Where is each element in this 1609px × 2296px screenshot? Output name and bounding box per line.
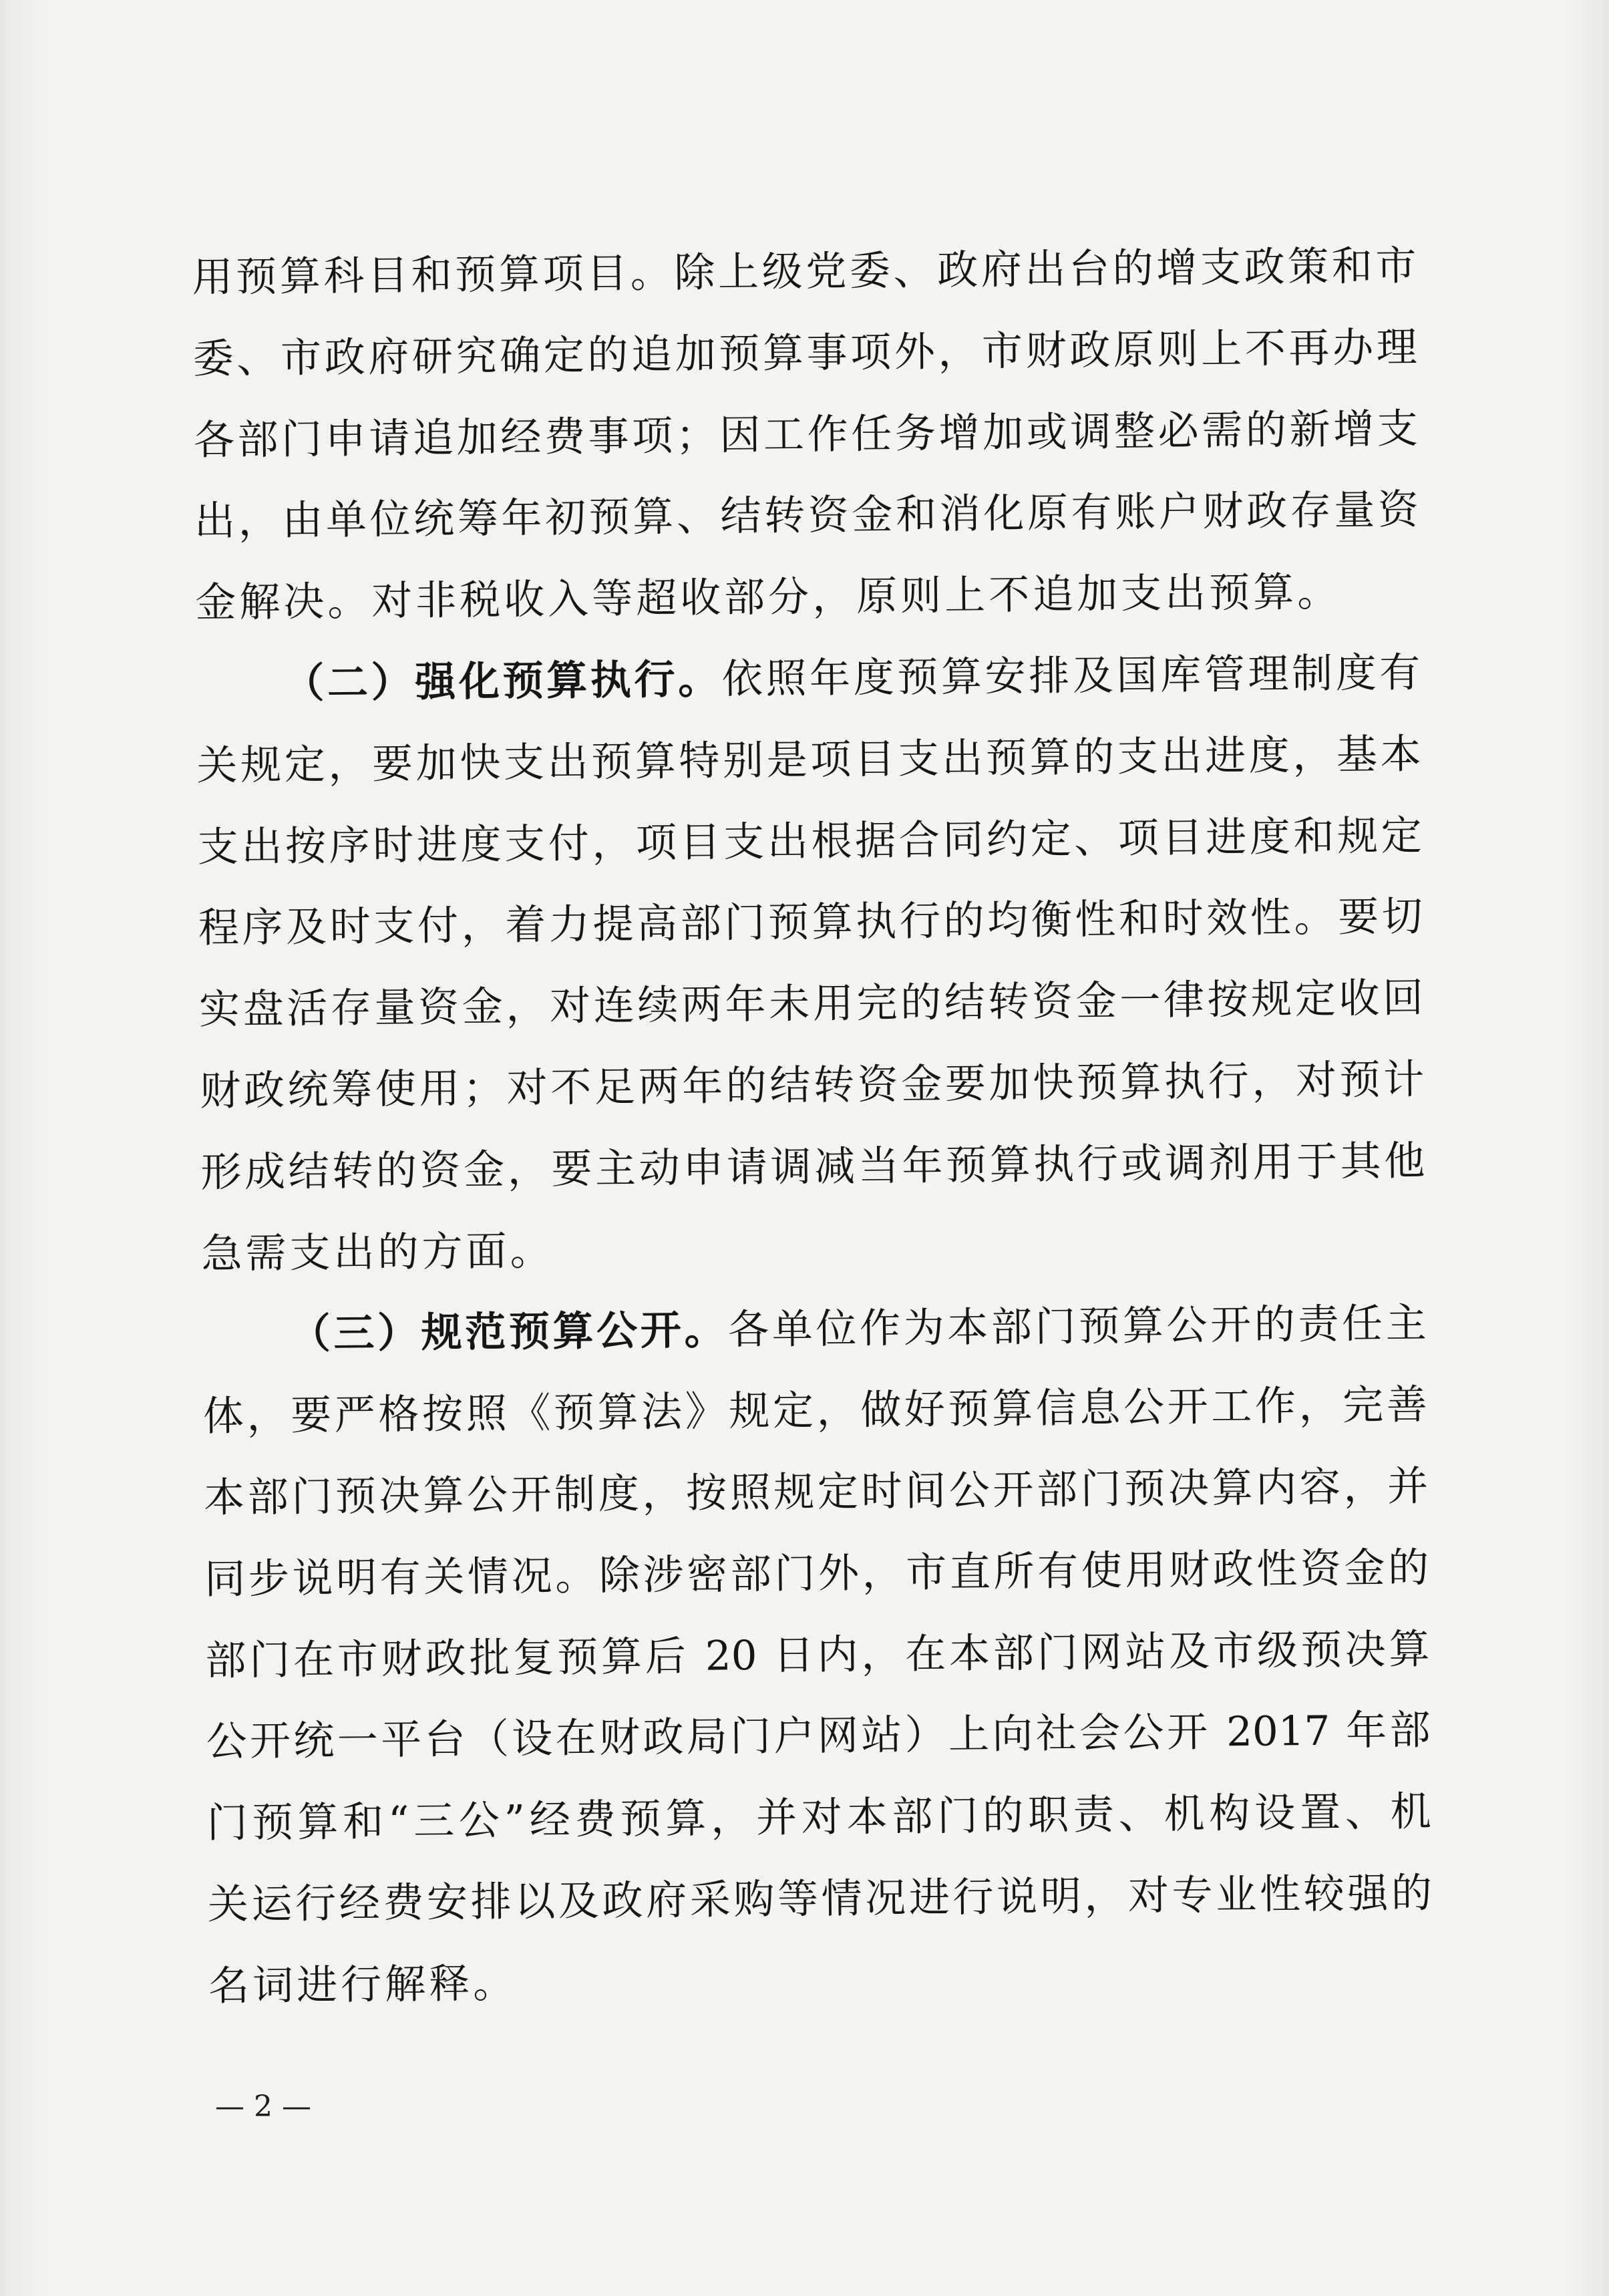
text-line: 公开统一平台（设在财政局门户网站）上向社会公开 2017 年部 [206, 1706, 1431, 1766]
text-line: 实盘活存量资金，对连续两年未用完的结转资金一律按规定收回 [198, 974, 1424, 1034]
paragraph-budget-adjustment [192, 225, 1420, 644]
text-run: 各单位作为本部门预算公开的责任主 [727, 1299, 1427, 1354]
text-run: 依照年度预算安排及国库管理制度有 [721, 649, 1421, 703]
text-line: 急需支出的方面。 [201, 1226, 554, 1278]
text-line: 形成结转的资金，要主动申请调减当年预算执行或调剂用于其他 [200, 1137, 1425, 1196]
text-line: 关运行经费安排以及政府采购等情况进行说明，对专业性较强的 [207, 1869, 1433, 1929]
text-line: 门预算和“三公”经费预算，并对本部门的职责、机构设置、机 [206, 1788, 1432, 1848]
paragraph-budget-execution [196, 632, 1426, 1295]
text-line: 财政统筹使用；对不足两年的结转资金要加快预算执行，对预计 [199, 1055, 1425, 1115]
text-line: 用预算科目和预算项目。除上级党委、政府出台的增支政策和市 [192, 242, 1417, 301]
text-line-with-heading [196, 632, 1421, 725]
text-line: 支出按序时进度支付，项目支出根据合同约定、项目进度和规定 [197, 811, 1423, 871]
text-line: 名词进行解释。 [208, 1959, 518, 2010]
text-line: 金解决。对非税收入等超收部分，原则上不追加支出预算。 [194, 568, 1342, 627]
text-line: 部门在市财政批复预算后 20 日内，在本部门网站及市级预决算 [205, 1625, 1430, 1685]
page-number: — 2 — [215, 2090, 311, 2124]
text-line-with-heading [202, 1283, 1427, 1376]
text-line: 程序及时支付，着力提高部门预算执行的均衡性和时效性。要切 [198, 892, 1423, 953]
text-line: 各部门申请追加经费事项；因工作任务增加或调整必需的新增支 [193, 404, 1419, 464]
section-heading: （三）规范预算公开。 [289, 1306, 729, 1359]
paragraph-budget-disclosure [202, 1283, 1433, 2027]
text-line: 出，由单位统筹年初预算、结转资金和消化原有账户财政存量资 [194, 486, 1419, 546]
section-heading: （二）强化预算执行。 [283, 655, 723, 707]
text-line: 本部门预决算公开制度，按照规定时间公开部门预决算内容，并 [203, 1462, 1429, 1522]
text-line: 委、市政府研究确定的追加预算事项外，市财政原则上不再办理 [192, 323, 1418, 383]
document-body [192, 225, 1433, 2027]
text-line: 同步说明有关情况。除涉密部门外，市直所有使用财政性资金的 [204, 1544, 1429, 1603]
text-line: 关规定，要加快支出预算特别是项目支出预算的支出进度，基本 [196, 730, 1421, 790]
text-line: 体，要严格按照《预算法》规定，做好预算信息公开工作，完善 [202, 1381, 1428, 1441]
